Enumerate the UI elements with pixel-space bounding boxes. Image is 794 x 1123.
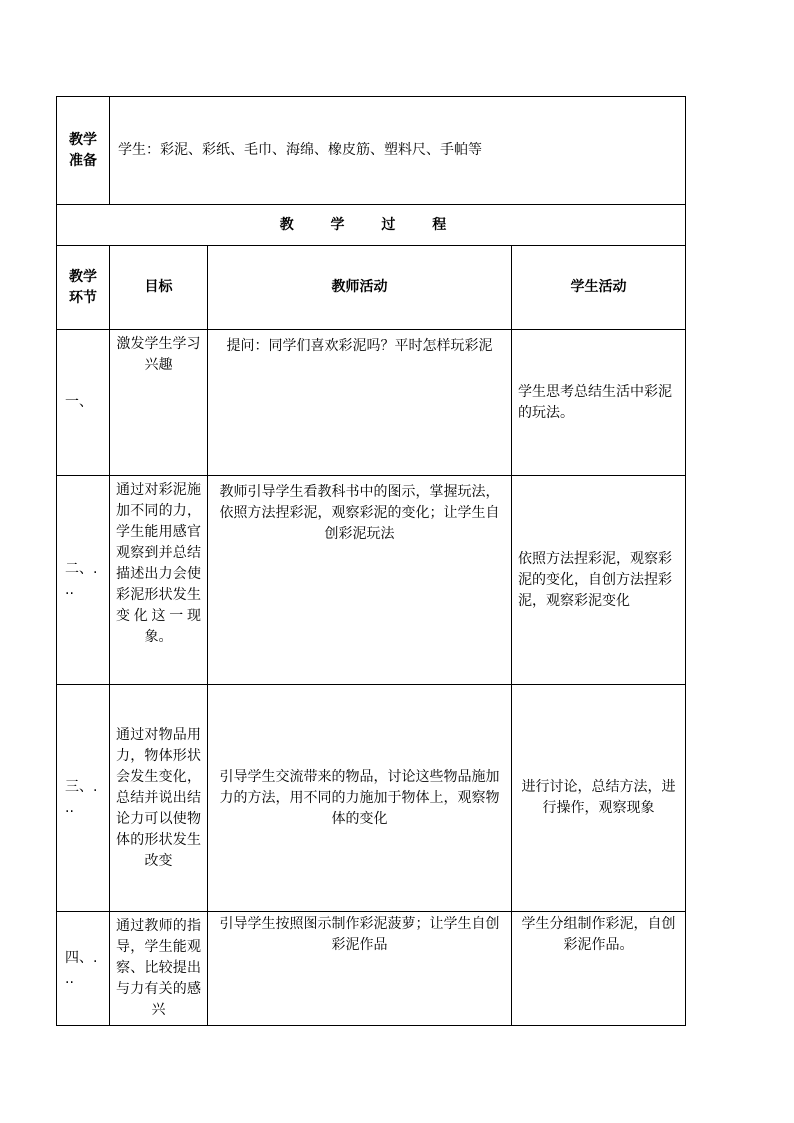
teacher-activity-cell: 引导学生交流带来的物品，讨论这些物品施加力的方法，用不同的力施加于物体上，观察物体的变化 bbox=[208, 685, 512, 912]
table-row bbox=[57, 476, 686, 685]
teacher-activity-cell: 引导学生按照图示制作彩泥菠萝；让学生自创彩泥作品 bbox=[208, 912, 512, 1026]
lesson-plan-table bbox=[56, 96, 686, 1026]
preparation-content: 学生：彩泥、彩纸、毛巾、海绵、橡皮筋、塑料尺、手帕等 bbox=[110, 97, 686, 205]
preparation-label-line2: 准备 bbox=[69, 152, 97, 169]
teacher-activity-cell: 教师引导学生看教科书中的图示，掌握玩法，依照方法捏彩泥，观察彩泥的变化；让学生自创彩泥玩法 bbox=[208, 476, 512, 685]
table-row bbox=[57, 330, 686, 476]
preparation-label-cell bbox=[57, 97, 110, 205]
process-title: 教 学 过 程 bbox=[57, 205, 686, 246]
student-activity-cell: 依照方法捏彩泥，观察彩泥的变化，自创方法捏彩泥，观察彩泥变化 bbox=[512, 476, 686, 685]
header-stage bbox=[57, 246, 110, 330]
table-row bbox=[57, 685, 686, 912]
preparation-label-line1: 教学 bbox=[69, 131, 97, 148]
header-stage-line1: 教学 bbox=[69, 268, 97, 285]
student-activity-cell: 学生分组制作彩泥，自创彩泥作品。 bbox=[512, 912, 686, 1026]
header-stage-line2: 环节 bbox=[69, 289, 97, 306]
preparation-row bbox=[57, 97, 686, 205]
stage-cell: 三、. .. bbox=[57, 685, 110, 912]
goal-cell: 通过对彩泥施加不同的力，学生能用感官观察到并总结描述出力会使彩泥形状发生变化这一现象。 bbox=[110, 476, 208, 685]
stage-cell: 四、. .. bbox=[57, 912, 110, 1026]
teacher-activity-cell: 提问：同学们喜欢彩泥吗？平时怎样玩彩泥 bbox=[208, 330, 512, 476]
student-activity-cell: 进行讨论，总结方法，进行操作，观察现象 bbox=[512, 685, 686, 912]
header-row bbox=[57, 246, 686, 330]
table-row bbox=[57, 912, 686, 1026]
header-goal: 目标 bbox=[110, 246, 208, 330]
student-activity-cell: 学生思考总结生活中彩泥的玩法。 bbox=[512, 330, 686, 476]
stage-cell: 一、 bbox=[57, 330, 110, 476]
header-teacher: 教师活动 bbox=[208, 246, 512, 330]
goal-cell: 通过对物品用力，物体形状会发生变化，总结并说出结论力可以使物体的形状发生改变 bbox=[110, 685, 208, 912]
process-title-row bbox=[57, 205, 686, 246]
stage-cell: 二、. .. bbox=[57, 476, 110, 685]
goal-cell: 通过教师的指导，学生能观察、比较提出与力有关的感兴 bbox=[110, 912, 208, 1026]
header-student: 学生活动 bbox=[512, 246, 686, 330]
goal-cell: 激发学生学习兴趣 bbox=[110, 330, 208, 476]
